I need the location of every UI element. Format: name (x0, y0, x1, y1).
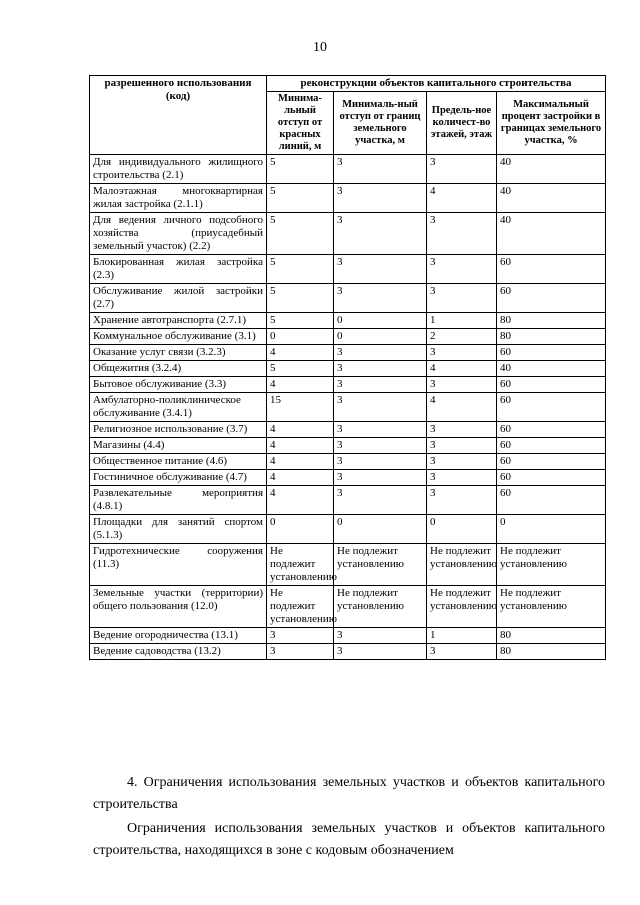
table-row (90, 438, 606, 454)
value-cell: 80 (497, 644, 606, 660)
value-cell: Не подлежит установлению (267, 586, 334, 628)
use-type-cell: Общественное питание (4.6) (90, 454, 267, 470)
value-cell: 3 (334, 377, 427, 393)
value-cell: 2 (427, 329, 497, 345)
value-cell: 3 (334, 345, 427, 361)
value-cell: 4 (427, 361, 497, 377)
table-row (90, 628, 606, 644)
value-cell: 3 (267, 644, 334, 660)
value-cell: 3 (427, 213, 497, 255)
value-cell: 1 (427, 313, 497, 329)
use-type-cell: Общежития (3.2.4) (90, 361, 267, 377)
use-type-cell: Малоэтажная многоквартирная жилая застройка (2.1.1) (90, 184, 267, 213)
use-type-cell: Ведение садоводства (13.2) (90, 644, 267, 660)
table-row (90, 345, 606, 361)
value-cell: Не подлежит установлению (427, 544, 497, 586)
value-cell: 3 (334, 155, 427, 184)
table-row (90, 213, 606, 255)
value-cell: 3 (334, 454, 427, 470)
value-cell: 0 (497, 515, 606, 544)
value-cell: 60 (497, 422, 606, 438)
table-row (90, 184, 606, 213)
value-cell: 5 (267, 361, 334, 377)
value-cell: 80 (497, 329, 606, 345)
value-cell: 3 (267, 628, 334, 644)
use-type-cell: Для индивидуального жилищного строительства (2.1) (90, 155, 267, 184)
value-cell: 40 (497, 155, 606, 184)
value-cell: 80 (497, 628, 606, 644)
header-max-coverage: Максимальный процент застройки в границах земельного участка, % (497, 92, 606, 155)
value-cell: 1 (427, 628, 497, 644)
value-cell: 3 (427, 470, 497, 486)
value-cell: 80 (497, 313, 606, 329)
value-cell: Не подлежит установлению (334, 544, 427, 586)
value-cell: 5 (267, 284, 334, 313)
value-cell: 60 (497, 454, 606, 470)
value-cell: 3 (427, 345, 497, 361)
value-cell: 0 (267, 515, 334, 544)
value-cell: 4 (267, 345, 334, 361)
value-cell: 0 (267, 329, 334, 345)
table-row (90, 454, 606, 470)
value-cell: 40 (497, 213, 606, 255)
value-cell: 3 (427, 644, 497, 660)
header-use-type: разрешенного использования (код) (90, 76, 267, 155)
value-cell: Не подлежит установлению (497, 544, 606, 586)
regulations-table (89, 75, 606, 660)
use-type-cell: Обслуживание жилой застройки (2.7) (90, 284, 267, 313)
page-number: 10 (313, 40, 327, 55)
value-cell: 5 (267, 213, 334, 255)
value-cell: 40 (497, 361, 606, 377)
value-cell: 3 (334, 184, 427, 213)
table-row (90, 644, 606, 660)
use-type-cell: Земельные участки (территории) общего пользования (12.0) (90, 586, 267, 628)
value-cell: 15 (267, 393, 334, 422)
use-type-cell: Религиозное использование (3.7) (90, 422, 267, 438)
use-type-cell: Гостиничное обслуживание (4.7) (90, 470, 267, 486)
header-group: реконструкции объектов капитального строительства (267, 76, 606, 92)
value-cell: 5 (267, 313, 334, 329)
table-row (90, 284, 606, 313)
value-cell: 3 (427, 377, 497, 393)
use-type-cell: Гидротехнические сооружения (11.3) (90, 544, 267, 586)
value-cell: 4 (267, 377, 334, 393)
use-type-cell: Магазины (4.4) (90, 438, 267, 454)
value-cell: 3 (427, 438, 497, 454)
value-cell: 3 (334, 284, 427, 313)
table-row (90, 393, 606, 422)
value-cell: 0 (334, 515, 427, 544)
table-row (90, 586, 606, 628)
table-row (90, 329, 606, 345)
value-cell: 60 (497, 377, 606, 393)
value-cell: 5 (267, 184, 334, 213)
header-max-floors: Предель-ное количест-во этажей, этаж (427, 92, 497, 155)
value-cell: 3 (427, 486, 497, 515)
use-type-cell: Ведение огородничества (13.1) (90, 628, 267, 644)
table-row (90, 313, 606, 329)
table-row (90, 155, 606, 184)
value-cell: 3 (334, 486, 427, 515)
value-cell: Не подлежит установлению (427, 586, 497, 628)
value-cell: 3 (334, 422, 427, 438)
header-min-setback-red-lines: Минима-льный отступ от красных линий, м (267, 92, 334, 155)
table-row (90, 255, 606, 284)
table-row (90, 544, 606, 586)
use-type-cell: Развлекательные мероприятия (4.8.1) (90, 486, 267, 515)
value-cell: 60 (497, 438, 606, 454)
value-cell: 4 (267, 454, 334, 470)
header-min-setback-boundaries: Минималь-ный отступ от границ земельного участка, м (334, 92, 427, 155)
use-type-cell: Блокированная жилая застройка (2.3) (90, 255, 267, 284)
value-cell: 4 (267, 438, 334, 454)
table-row (90, 361, 606, 377)
value-cell: Не подлежит установлению (497, 586, 606, 628)
use-type-cell: Коммунальное обслуживание (3.1) (90, 329, 267, 345)
table-row (90, 422, 606, 438)
value-cell: 3 (427, 155, 497, 184)
value-cell: 60 (497, 255, 606, 284)
value-cell: 5 (267, 155, 334, 184)
value-cell: 5 (267, 255, 334, 284)
use-type-cell: Площадки для занятий спортом (5.1.3) (90, 515, 267, 544)
value-cell: 3 (427, 454, 497, 470)
value-cell: 4 (427, 184, 497, 213)
value-cell: Не подлежит установлению (334, 586, 427, 628)
table-row (90, 486, 606, 515)
value-cell: 3 (334, 628, 427, 644)
value-cell: 3 (334, 393, 427, 422)
value-cell: 3 (334, 255, 427, 284)
body-paragraph: Ограничения использования земельных участков и объектов капитального строительства, находящихся в зоне с кодовым обозначением (93, 821, 605, 858)
section-heading-paragraph: 4. Ограничения использования земельных участков и объектов капитального строительства (93, 775, 605, 812)
value-cell: 60 (497, 393, 606, 422)
value-cell: 4 (427, 393, 497, 422)
value-cell: 0 (334, 313, 427, 329)
value-cell: 60 (497, 284, 606, 313)
value-cell: 3 (334, 438, 427, 454)
value-cell: 4 (267, 486, 334, 515)
value-cell: 40 (497, 184, 606, 213)
value-cell: 3 (334, 644, 427, 660)
value-cell: 4 (267, 422, 334, 438)
value-cell: 3 (427, 422, 497, 438)
value-cell: 3 (334, 361, 427, 377)
value-cell: 3 (427, 255, 497, 284)
value-cell: 60 (497, 486, 606, 515)
value-cell: Не подлежит установлению (267, 544, 334, 586)
value-cell: 3 (427, 284, 497, 313)
value-cell: 4 (267, 470, 334, 486)
value-cell: 3 (334, 213, 427, 255)
value-cell: 0 (427, 515, 497, 544)
value-cell: 60 (497, 345, 606, 361)
use-type-cell: Амбулаторно-поликлиническое обслуживание (3.4.1) (90, 393, 267, 422)
table-row (90, 515, 606, 544)
use-type-cell: Хранение автотранспорта (2.7.1) (90, 313, 267, 329)
use-type-cell: Бытовое обслуживание (3.3) (90, 377, 267, 393)
use-type-cell: Для ведения личного подсобного хозяйства (приусадебный земельный участок) (2.2) (90, 213, 267, 255)
value-cell: 0 (334, 329, 427, 345)
table-row (90, 377, 606, 393)
value-cell: 60 (497, 470, 606, 486)
table-row (90, 470, 606, 486)
value-cell: 3 (334, 470, 427, 486)
use-type-cell: Оказание услуг связи (3.2.3) (90, 345, 267, 361)
